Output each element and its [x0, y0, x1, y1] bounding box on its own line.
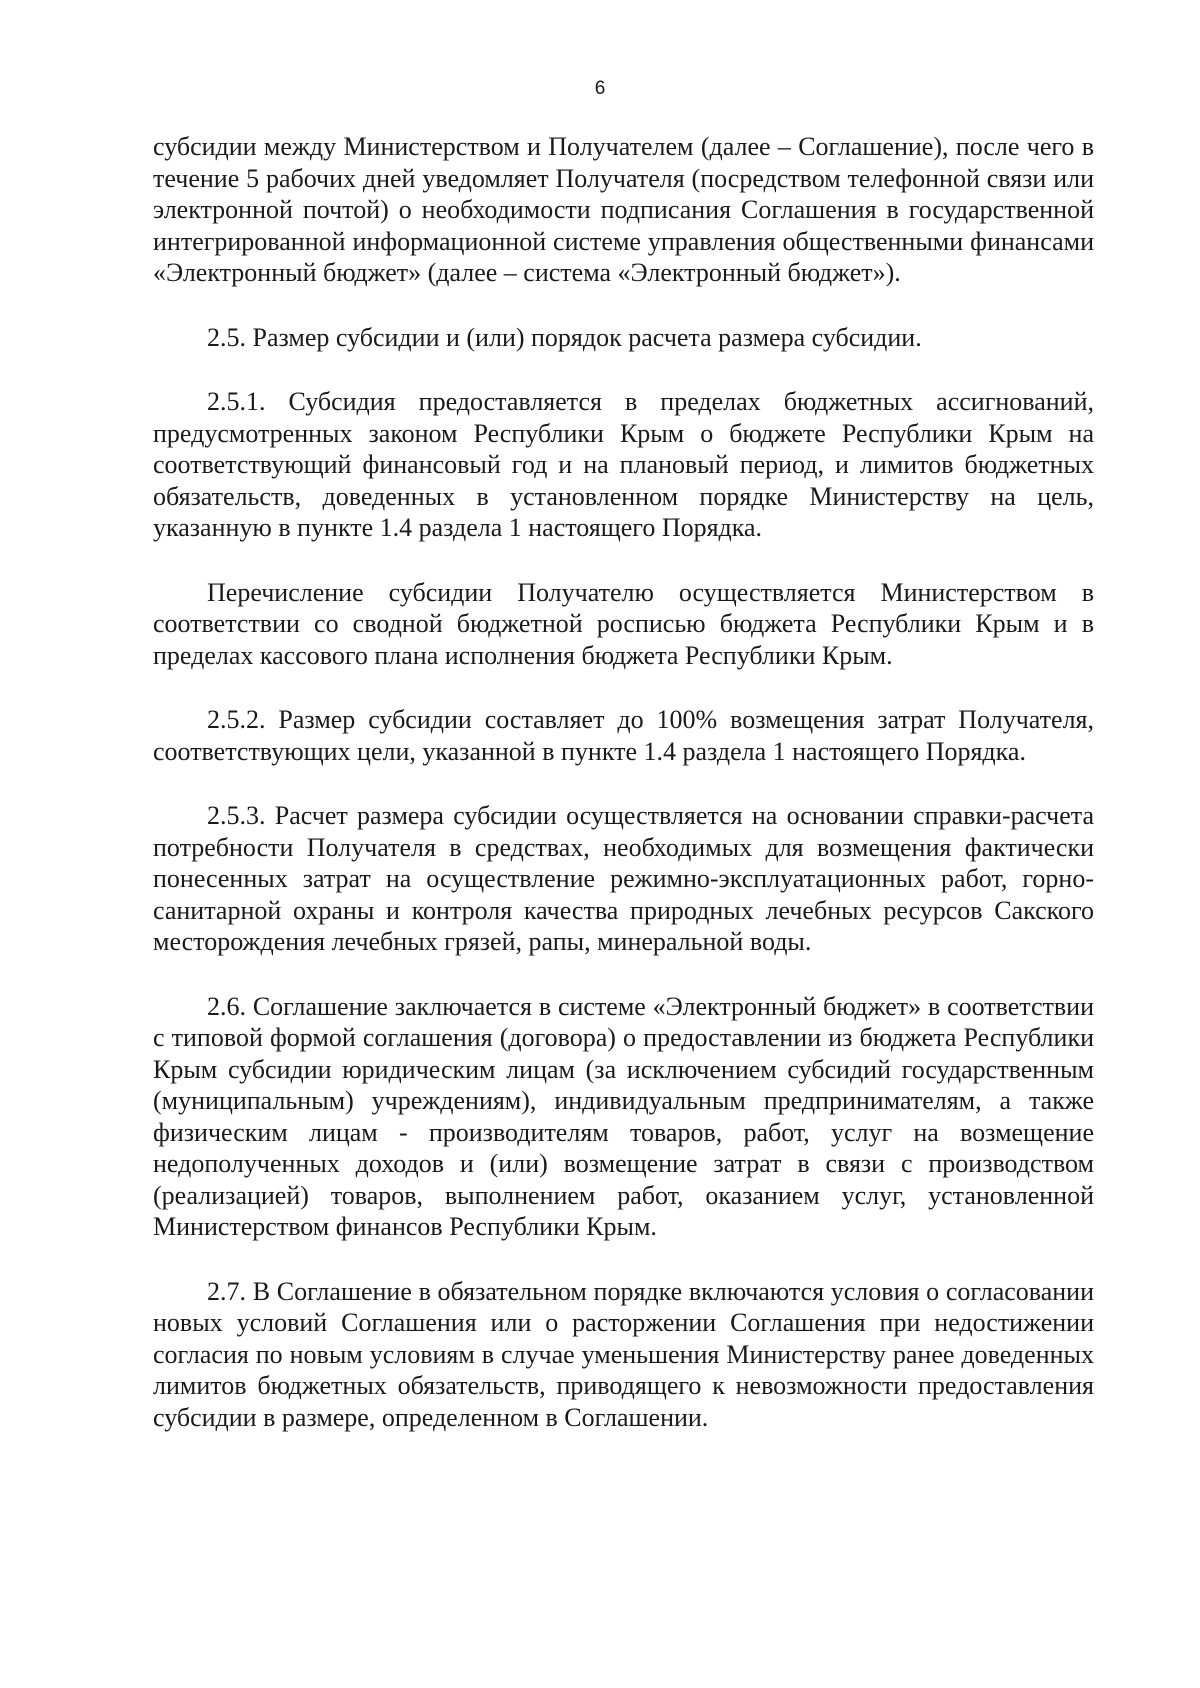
paragraph-transfer: Перечисление субсидии Получателю осуществляется Министерством в соответствии со сводной бюджетной росписью бюджета Республики Крым и в пределах кассового плана исполнения бюджета Республики Крым. — [153, 577, 1094, 670]
paragraph-2-5-1: 2.5.1. Субсидия предоставляется в пределах бюджетных ассигнований, предусмотренных законом Республики Крым о бюджете Республики Крым на соответствующий финансовый год и на плановый период, и лимитов бюджетных обязательств, доведенных в установленном порядке Министерству на цель, указанную в пункте 1.4 раздела 1 настоящего Порядка. — [153, 387, 1094, 542]
paragraph-2-5-2: 2.5.2. Размер субсидии составляет до 100% возмещения затрат Получателя, соответствующих цели, указанной в пункте 1.4 раздела 1 настоящего Порядка. — [153, 705, 1094, 766]
paragraph-2-5-3: 2.5.3. Расчет размера субсидии осуществляется на основании справки-расчета потребности Получателя в средствах, необходимых для возмещения фактически понесенных затрат на осуществление режимно-эксплуатационных работ, горно-санитарной охраны и контроля качества природных лечебных ресурсов Сакского месторождения лечебных грязей, рапы, минеральной воды. — [153, 801, 1094, 956]
paragraph-continuation: субсидии между Министерством и Получателем (далее – Соглашение), после чего в течение 5 рабочих дней уведомляет Получателя (посредством телефонной связи или электронной почтой) о необходимости подписания Соглашения в государственной интегрированной информационной системе управления общественными финансами «Электронный бюджет» (далее – система «Электронный бюджет»). — [153, 132, 1094, 287]
paragraph-2-5: 2.5. Размер субсидии и (или) порядок расчета размера субсидии. — [207, 322, 922, 352]
paragraph-2-7: 2.7. В Соглашение в обязательном порядке включаются условия о согласовании новых условий Соглашения или о расторжении Соглашения при недостижении согласия по новым условиям в случае уменьшения Министерству ранее доведенных лимитов бюджетных обязательств, приводящего к невозможности предоставления субсидии в размере, определенном в Соглашении. — [153, 1276, 1094, 1432]
paragraph-2-6: 2.6. Соглашение заключается в системе «Электронный бюджет» в соответствии с типовой формой соглашения (договора) о предоставлении из бюджета Республики Крым субсидии юридическим лицам (за исключением субсидий государственным (муниципальным) учреждениям), индивидуальным предпринимателям, а также физическим лицам - производителям товаров, работ, услуг на возмещение недополученных доходов и (или) возмещение затрат в связи с производством (реализацией) товаров, выполнением работ, оказанием услуг, установленной Министерством финансов Республики Крым. — [153, 991, 1094, 1241]
document-body — [153, 131, 1094, 1433]
page-number: 6 — [594, 78, 606, 99]
